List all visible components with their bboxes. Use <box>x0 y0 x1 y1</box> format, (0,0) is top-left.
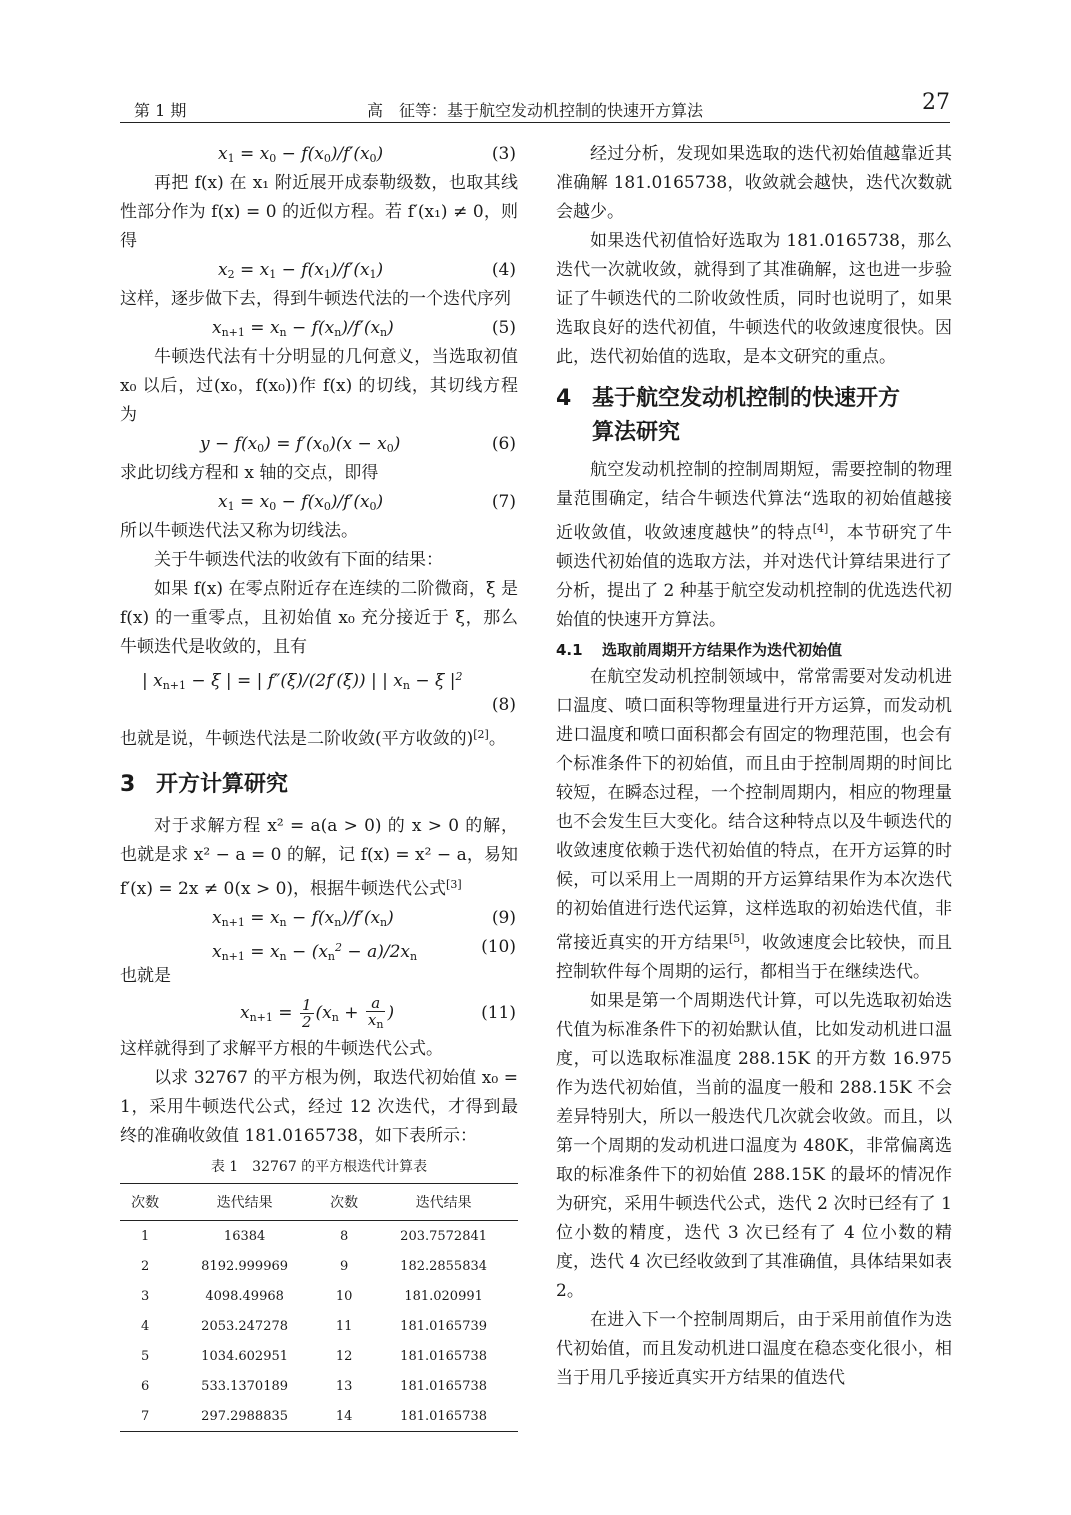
column-header: 迭代结果 <box>170 1184 319 1221</box>
equation-number: (6) <box>491 434 516 454</box>
subsection-number: 4.1 <box>556 641 583 659</box>
section-title: 开方计算研究 <box>156 772 289 797</box>
table-cell: 2053.247278 <box>201 1318 289 1334</box>
section-number: 4 <box>556 386 572 411</box>
equation-9: $x_{n+1} = x_n - f(x_n)/f'(x_n)$ (9) <box>120 904 518 933</box>
paragraph: 关于牛顿迭代法的收敛有下面的结果： <box>154 550 443 570</box>
equation-8: | $x_{n+1} - \xi$ | = | f″(ξ)/(2f′(ξ)) | | $x_n - \xi$ $|^2$ <box>142 670 463 692</box>
table-cell: 3 <box>140 1288 150 1304</box>
paragraph: 这样，逐步做下去，得到牛顿迭代法的一个迭代序列 <box>120 289 511 309</box>
section-title: 基于航空发动机控制的快速开方 <box>592 386 901 411</box>
paragraph: 求此切线方程和 x 轴的交点，即得 <box>120 463 379 483</box>
section-heading <box>120 768 518 802</box>
table-cell: 533.1370189 <box>201 1378 289 1394</box>
table-cell: 9 <box>339 1258 349 1274</box>
paragraph: 如果 f(x) 在零点附近存在连续的二阶微商，ξ 是 f(x) 的一重零点，且初始值 x₀ 充分接近于 ξ，那么牛顿迭代是收敛的，且有 <box>120 579 518 657</box>
table-cell: 5 <box>140 1348 150 1364</box>
equation-number: (11) <box>481 1003 516 1023</box>
equation-3: $x_1 = x_0 - f(x_0)/f'(x_0)$ (3) <box>120 140 518 169</box>
paragraph: 如果是第一个周期迭代计算，可以先选取初始迭代值为标准条件下的初始默认值，比如发动机进口温度，可以选取标准温度 288.15K 的开方数 16.975 作为迭代初始值，当前的温度一般和 288.15K 不会差异特别大，所以一般迭代几次就会收敛。而且，以第一个周期的发动机进口温度为 480K，非常偏离选取的标准条件下的初始值 288.15K 的最坏的情况作为研究，采用牛顿迭代公式，迭代 2 次时已经有了 1 位小数的精度，迭代 3 次已经有了 4 位小数的精度，迭代 4 次已经收敛到了其准确值，具体结果如表 2。 <box>556 991 952 1301</box>
table-cell: 8192.999969 <box>201 1258 289 1274</box>
table-cell: 8 <box>339 1228 349 1244</box>
column-header: 次数 <box>120 1184 170 1221</box>
page-number: 27 <box>922 90 950 115</box>
table-cell: 4 <box>140 1318 150 1334</box>
table-cell: 11 <box>335 1318 353 1334</box>
table-cell: 12 <box>335 1348 353 1364</box>
table-row <box>120 1311 518 1341</box>
table-cell: 16384 <box>223 1228 266 1244</box>
equation-5: $x_{n+1} = x_n - f(x_n)/f'(x_n)$ (5) <box>120 314 518 343</box>
table-caption: 表 1 32767 的平方根迭代计算表 <box>210 1159 428 1175</box>
paragraph: 这样就得到了求解平方根的牛顿迭代公式。 <box>120 1039 443 1059</box>
paragraph: 对于求解方程 x² = a(a > 0) 的 x > 0 的解，也就是求 x² − a = 0 的解，记 f(x) = x² − a，易知 f′(x) = 2x ≠ 0(x > 0)，根据牛顿迭代公式[3] <box>120 816 518 899</box>
column-header: 迭代结果 <box>369 1184 518 1221</box>
table-row <box>120 1281 518 1311</box>
running-title: 高 征等：基于航空发动机控制的快速开方算法 <box>366 101 703 120</box>
paragraph: 也就是说，牛顿迭代法是二阶收敛(平方收敛的)[2]。 <box>120 728 506 749</box>
citation: [2] <box>473 728 489 741</box>
section-heading <box>556 382 952 450</box>
table-cell: 1 <box>140 1228 150 1244</box>
equation-number: (10) <box>481 937 516 957</box>
table-cell: 181.0165738 <box>369 1401 518 1432</box>
page-header <box>120 88 950 123</box>
equation-number: (9) <box>491 908 516 928</box>
issue-label: 第 1 期 <box>134 101 187 120</box>
paragraph: 以求 32767 的平方根为例，取迭代初始值 x₀ = 1，采用牛顿迭代公式，经过 12 次迭代，才得到最终的准确收敛值 181.0165738，如下表所示： <box>120 1068 518 1146</box>
equation-number: (4) <box>491 260 516 280</box>
table-cell: 1034.602951 <box>201 1348 289 1364</box>
table-row <box>120 1221 518 1252</box>
equation-number: (8) <box>491 695 516 715</box>
paragraph: 也就是 <box>120 966 171 986</box>
table-row <box>120 1371 518 1401</box>
iteration-table <box>120 1183 518 1432</box>
subsection-heading <box>556 637 952 663</box>
equation-8-number-row <box>120 691 518 720</box>
table-cell: 2 <box>140 1258 150 1274</box>
table-cell: 181.0165739 <box>400 1318 488 1334</box>
table-cell: 297.2988835 <box>170 1401 319 1432</box>
table-cell: 181.0165738 <box>400 1348 488 1364</box>
equation-number: (3) <box>491 144 516 164</box>
table-cell: 6 <box>140 1378 150 1394</box>
table-cell: 203.7572841 <box>400 1228 488 1244</box>
left-column <box>120 140 518 1432</box>
equation-11: $x_{n+1}$ = $\frac{1}{2}$ ($x_n$ + $\frac{a}{x_n}$ ) (11) <box>120 991 518 1035</box>
table-row <box>120 1341 518 1371</box>
table-cell: 181.020991 <box>404 1288 483 1304</box>
paragraph: 再把 f(x) 在 x₁ 附近展开成泰勒级数，也取其线性部分作为 f(x) = 0 的近似方程。若 f′(x₁) ≠ 0，则得 <box>120 173 518 251</box>
equation-6: $y - f(x_0) = f'(x_0)(x - x_0)$ (6) <box>120 430 518 459</box>
column-header: 次数 <box>319 1184 369 1221</box>
citation: [5] <box>728 932 745 945</box>
table-cell: 181.0165738 <box>400 1378 488 1394</box>
paragraph: 航空发动机控制的控制周期短，需要控制的物理量范围确定，结合牛顿迭代算法“选取的初始值越接近收敛值，收敛速度越快”的特点[4]，本节研究了牛顿迭代初始值的选取方法，并对迭代计算结果进行了分析，提出了 2 种基于航空发动机控制的优选迭代初始值的快速开方算法。 <box>556 460 952 630</box>
paragraph: 如果迭代初值恰好选取为 181.0165738，那么迭代一次就收敛，就得到了其准确解，这也进一步验证了牛顿迭代的二阶收敛性质，同时也说明了，如果选取良好的迭代初值，牛顿迭代的收敛速度很快。因此，迭代初始值的选取，是本文研究的重点。 <box>556 231 952 367</box>
citation: [3] <box>446 878 462 891</box>
table-row <box>120 1401 518 1432</box>
equation-10: $x_{n+1} = x_n - (x_n^2 - a)/2x_n$ (10) <box>120 933 518 962</box>
equation-number: (5) <box>491 318 516 338</box>
table-cell: 10 <box>335 1288 353 1304</box>
paragraph: 经过分析，发现如果选取的迭代初始值越靠近其准确解 181.0165738，收敛就会越快，迭代次数就会越少。 <box>556 144 952 222</box>
subsection-title: 选取前周期开方结果作为迭代初始值 <box>602 641 843 659</box>
equation-number: (7) <box>491 492 516 512</box>
table-cell: 182.2855834 <box>400 1258 488 1274</box>
table-cell: 14 <box>319 1401 369 1432</box>
equation-4: $x_2 = x_1 - f(x_1)/f'(x_1)$ (4) <box>120 256 518 285</box>
table-header-row <box>120 1184 518 1221</box>
section-title-continued: 算法研究 <box>592 420 681 445</box>
table-cell: 13 <box>335 1378 353 1394</box>
paragraph: 牛顿迭代法有十分明显的几何意义，当选取初值 x₀ 以后，过(x₀，f(x₀))作 f(x) 的切线，其切线方程为 <box>120 347 518 425</box>
equation-7: $x_1 = x_0 - f(x_0)/f'(x_0)$ (7) <box>120 488 518 517</box>
paragraph: 在进入下一个控制周期后，由于采用前值作为迭代初始值，而且发动机进口温度在稳态变化很小，相当于用几乎接近真实开方结果的值迭代 <box>556 1310 952 1388</box>
right-column <box>556 140 952 1393</box>
section-number: 3 <box>120 772 136 797</box>
paragraph: 在航空发动机控制领域中，常常需要对发动机进口温度、喷口面积等物理量进行开方运算，而发动机进口温度和喷口面积都会有固定的物理范围，也会有个标准条件下的初始值，而且由于控制周期的时间比较短，在瞬态过程，一个控制周期内，相应的物理量也不会发生巨大变化。结合这种特点以及牛顿迭代的收敛速度依赖于迭代初始值的特点，在开方运算的时候，可以采用上一周期的开方运算结果作为本次迭代的初始值进行迭代运算，这样选取的初始迭代值，非常接近真实的开方结果[5]，收敛速度会比较快，而且控制软件每个周期的运行，都相当于在继续迭代。 <box>556 667 953 982</box>
citation: [4] <box>812 522 829 535</box>
table-cell: 4098.49968 <box>205 1288 284 1304</box>
paragraph: 所以牛顿迭代法又称为切线法。 <box>120 521 358 541</box>
table-row <box>120 1251 518 1281</box>
table-cell: 7 <box>120 1401 170 1432</box>
